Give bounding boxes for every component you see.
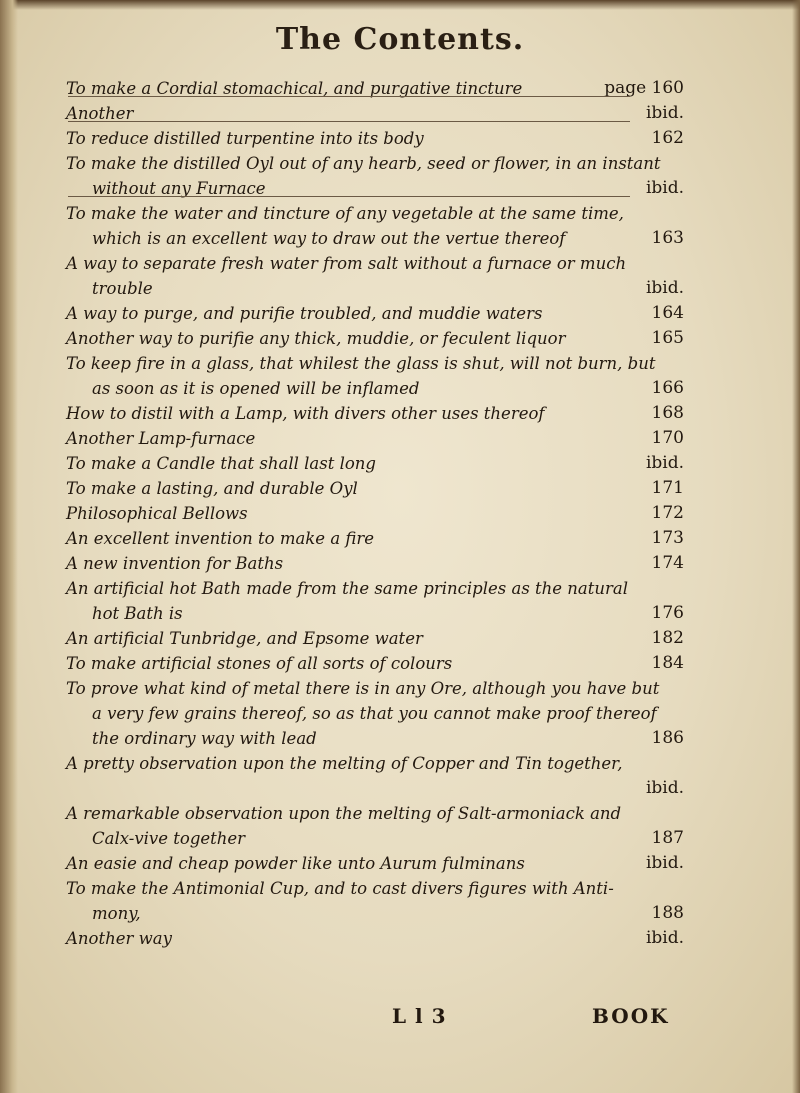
entry-line (66, 251, 690, 276)
entry-page-number: 162 (651, 128, 684, 148)
entry-text: To prove what kind of metal there is in any Ore, although you have but (66, 679, 660, 698)
entry-line (66, 501, 690, 526)
entry-line (66, 326, 690, 351)
entry-line (66, 476, 690, 501)
contents-entry (66, 151, 690, 201)
entry-line (66, 551, 690, 576)
entry-line (66, 151, 690, 176)
contents-entry (66, 926, 690, 951)
entry-page-number: 186 (651, 728, 684, 748)
entry-text: How to distil with a Lamp, with divers other uses thereof (66, 404, 545, 423)
entry-line (66, 401, 690, 426)
contents-entry (66, 851, 690, 876)
entry-text: without any Furnace (92, 179, 266, 198)
entry-continuation-line (66, 901, 690, 926)
contents-entry (66, 476, 690, 501)
contents-entry (66, 551, 690, 576)
entry-text: An excellent invention to make a fire (66, 529, 375, 548)
entry-line (66, 526, 690, 551)
entry-line (66, 101, 690, 126)
entry-line (66, 576, 690, 601)
entry-text: Another (66, 104, 134, 123)
contents-entry (66, 76, 690, 101)
contents-entry (66, 501, 690, 526)
entry-text: An artificial Tunbridge, and Epsome water (66, 629, 423, 648)
contents-entry (66, 126, 690, 151)
contents-entry (66, 451, 690, 476)
entry-line (66, 451, 690, 476)
entry-continuation-line (66, 601, 690, 626)
entry-continuation-line (66, 701, 690, 726)
entry-text: To keep fire in a glass, that whilest the glass is shut, will not burn, but (66, 354, 656, 373)
contents-entry (66, 401, 690, 426)
entry-line (66, 801, 690, 826)
entry-line (66, 676, 690, 701)
entry-page-number: ibid. (645, 853, 684, 873)
entry-text: To reduce distilled turpentine into its body (66, 129, 424, 148)
entry-page-number: 184 (651, 653, 684, 673)
entry-line (66, 651, 690, 676)
entry-text: mony, (92, 904, 141, 923)
entry-page-number: 166 (651, 378, 684, 398)
entry-continuation-line (66, 826, 690, 851)
entry-page-number: 163 (651, 228, 684, 248)
contents-entry (66, 326, 690, 351)
contents-entry (66, 626, 690, 651)
page-header: The Contents. (275, 22, 525, 57)
entry-underline (68, 96, 630, 97)
entry-page-number: ibid. (645, 103, 684, 123)
entry-text: the ordinary way with lead (92, 729, 317, 748)
entry-text: To make the Antimonial Cup, and to cast divers figures with Anti- (66, 879, 614, 898)
contents-entry (66, 201, 690, 251)
entry-line (66, 926, 690, 951)
entry-line (66, 301, 690, 326)
entry-continuation-line (66, 726, 690, 751)
entry-text: To make a Cordial stomachical, and purgative tincture (66, 79, 523, 98)
entry-page-number: 172 (651, 503, 684, 523)
contents-entry (66, 876, 690, 926)
entry-text: An easie and cheap powder like unto Aurum fulminans (66, 854, 525, 873)
contents-entry (66, 301, 690, 326)
entry-page-number: 176 (651, 603, 684, 623)
entry-text: Calx-vive together (92, 829, 246, 848)
entry-page-number: 164 (651, 303, 684, 323)
entry-page-number: page 160 (604, 78, 684, 98)
entry-page-number: ibid. (645, 278, 684, 298)
entry-continuation-line (66, 276, 690, 301)
page-top-edge (0, 0, 800, 10)
entry-text: To make artificial stones of all sorts of colours (66, 654, 453, 673)
entry-line (66, 126, 690, 151)
entry-page-number: 174 (651, 553, 684, 573)
entry-text: which is an excellent way to draw out the vertue thereof (92, 229, 566, 248)
entry-page-number: ibid. (645, 453, 684, 473)
entry-text: Another way to purifie any thick, muddie, or feculent liquor (66, 329, 566, 348)
entry-page-number: 170 (651, 428, 684, 448)
entry-text: A way to purge, and purifie troubled, and muddie waters (66, 304, 543, 323)
entry-continuation-line (66, 176, 690, 201)
page-right-edge (792, 0, 800, 1093)
entry-text: trouble (92, 279, 153, 298)
entry-line (66, 201, 690, 226)
entry-continuation-line (66, 376, 690, 401)
entry-line (66, 76, 690, 101)
entry-text: To make a lasting, and durable Oyl (66, 479, 358, 498)
entry-line (66, 351, 690, 376)
entry-text: a very few grains thereof, so as that you cannot make proof thereof (92, 704, 657, 723)
contents-entry (66, 801, 690, 851)
entry-text: A way to separate fresh water from salt without a furnace or much (66, 254, 627, 273)
entry-page-number: 168 (651, 403, 684, 423)
entry-text: To make the water and tincture of any vegetable at the same time, (66, 204, 624, 223)
entry-text: To make a Candle that shall last long (66, 454, 376, 473)
entry-line (66, 851, 690, 876)
entry-page-number: ibid. (645, 928, 684, 948)
contents-entry (66, 101, 690, 126)
entry-text: Philosophical Bellows (66, 504, 248, 523)
entry-underline (68, 121, 630, 122)
contents-list (66, 76, 690, 951)
contents-entry (66, 426, 690, 451)
entry-page-number: 188 (651, 903, 684, 923)
contents-entry (66, 651, 690, 676)
contents-entry (66, 251, 690, 301)
entry-text: An artificial hot Bath made from the same principles as the natural (66, 579, 629, 598)
entry-page-number: 171 (651, 478, 684, 498)
entry-line (66, 751, 690, 776)
entry-page-number: 187 (651, 828, 684, 848)
entry-page-number: ibid. (645, 778, 684, 798)
signature-mark: L l 3 (392, 1004, 447, 1028)
catchword: BOOK (592, 1004, 670, 1028)
entry-text: as soon as it is opened will be inflamed (92, 379, 420, 398)
entry-continuation-line (66, 226, 690, 251)
contents-entry (66, 351, 690, 401)
page-binding-edge (0, 0, 18, 1093)
entry-text: Another Lamp-furnace (66, 429, 256, 448)
entry-text: A remarkable observation upon the melting of Salt-armoniack and (66, 804, 622, 823)
contents-entry (66, 576, 690, 626)
contents-entry (66, 751, 690, 801)
entry-line (66, 876, 690, 901)
entry-text: To make the distilled Oyl out of any hearb, seed or flower, in an instant (66, 154, 661, 173)
contents-entry (66, 676, 690, 751)
entry-text: hot Bath is (92, 604, 183, 623)
entry-page-number: ibid. (645, 178, 684, 198)
entry-continuation-line (66, 776, 690, 801)
entry-text: A new invention for Baths (66, 554, 284, 573)
entry-text: Another way (66, 929, 172, 948)
contents-entry (66, 526, 690, 551)
entry-text: A pretty observation upon the melting of Copper and Tin together, (66, 754, 623, 773)
entry-page-number: 165 (651, 328, 684, 348)
entry-page-number: 182 (651, 628, 684, 648)
entry-underline (68, 196, 630, 197)
entry-line (66, 426, 690, 451)
entry-line (66, 626, 690, 651)
entry-page-number: 173 (651, 528, 684, 548)
